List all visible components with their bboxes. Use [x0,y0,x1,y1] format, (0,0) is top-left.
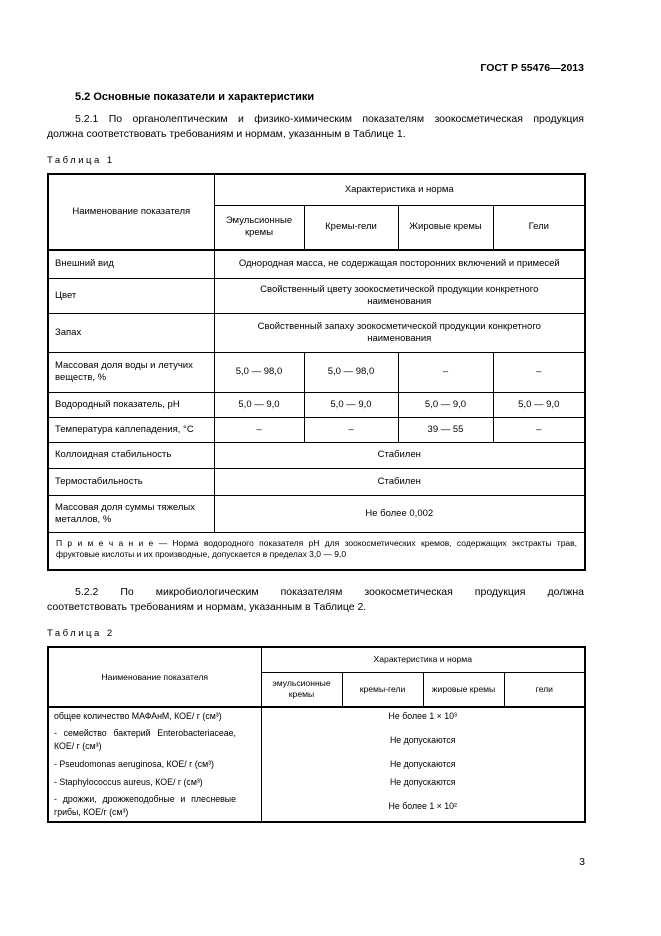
table1-col-header: Жировые кремы [398,205,493,250]
table-row [48,773,585,791]
row-value: Не более 1 × 10³ [261,707,585,725]
row-label-text: - дрожжи, дрожжеподобные и плесневые грибы, КОЕ/г (см³) [54,794,236,817]
row-value: – [493,417,585,442]
row-label-text: общее количество МАФАнМ, КОЕ/ г (см³) [54,711,222,721]
row-value: Не более 1 × 10² [261,791,585,822]
table-row [48,495,585,532]
row-value: Не допускаются [261,755,585,773]
section-heading: 5.2 Основные показатели и характеристики [75,91,315,103]
table1-caption: Таблица 1 [47,155,115,166]
table-note-row [48,532,585,570]
row-value: – [493,352,585,392]
table2-col-header: гели [504,672,585,707]
row-value: 5,0 — 98,0 [304,352,398,392]
row-label [48,755,261,773]
row-value: – [304,417,398,442]
table1-col-header: Гели [493,205,585,250]
paragraph-line: 5.2.1 По органолептическим и физико-химическим показателям зоокосметическая продукция [75,113,584,125]
row-label-text: - Pseudomonas aeruginosa, КОЕ/ г (см³) [54,758,214,769]
row-value: Стабилен [214,468,585,495]
table1-header-name: Наименование показателя [48,174,214,250]
table1-header-group: Характеристика и норма [214,174,585,205]
row-value: 5,0 — 9,0 [214,392,304,417]
table2-caption: Таблица 2 [47,628,115,639]
paragraph-line: соответствовать требованиям и нормам, указанным в Таблице 2. [47,601,367,613]
row-value: 5,0 — 98,0 [214,352,304,392]
row-value: 5,0 — 9,0 [398,392,493,417]
row-label: Цвет [48,278,214,313]
table-row [48,352,585,392]
row-value: 39 — 55 [398,417,493,442]
table-row [48,442,585,468]
row-value: 5,0 — 9,0 [493,392,585,417]
row-value: Стабилен [214,442,585,468]
row-value-text: Свойственный запаху зоокосметической продукции конкретного наименования [257,320,541,344]
doc-code: ГОСТ Р 55476—2013 [480,62,584,74]
table2-header-name: Наименование показателя [48,647,261,707]
row-label [48,791,261,822]
paragraph-line: 5.2.2 По микробиологическим показателям зоокосметическая продукция должна [75,586,584,598]
row-label [48,725,261,755]
table-row [48,417,585,442]
table2-col-header: жировые кремы [423,672,504,707]
row-label: Температура каплепадения, °С [48,417,214,442]
row-label: Запах [48,313,214,352]
row-value: Однородная масса, не содержащая посторонних включений и примесей [214,250,585,278]
row-label [48,707,261,725]
row-label-text: - Staphylococcus aureus, КОЕ/ г (см³) [54,776,203,787]
table-row [48,725,585,755]
table1-col-header: Кремы-гели [304,205,398,250]
table-row [48,250,585,278]
row-label: Термостабильность [48,468,214,495]
table2 [47,646,586,823]
paragraph-line: должна соответствовать требованиям и нормам, указанным в Таблице 1. [47,128,406,140]
row-label: Водородный показатель, рН [48,392,214,417]
table-row [48,755,585,773]
row-label [48,773,261,791]
row-value: Не более 0,002 [214,495,585,532]
table-row [48,392,585,417]
table1-note [48,532,585,570]
table2-col-header: кремы-гели [342,672,423,707]
page-number: 3 [579,856,585,868]
row-label: Внешний вид [48,250,214,278]
table-row [48,791,585,822]
row-value: – [398,352,493,392]
table-row [48,707,585,725]
row-label-text: - семейство бактерий Enterobacteriaceae, КОЕ/ г (см³) [54,728,236,751]
page-content [47,0,584,823]
row-value: Не допускаются [261,725,585,755]
row-value: Не допускаются [261,773,585,791]
row-label: Коллоидная стабильность [48,442,214,468]
table-row [48,278,585,313]
table-row [48,313,585,352]
table1-col-header: Эмульсионные кремы [214,205,304,250]
note-line: П р и м е ч а н и е — Норма водородного показателя рН для зоокосметических кремов, содержащих экстракты трав, [56,537,578,548]
table-row [48,468,585,495]
table2-col-header: эмульсионные кремы [261,672,342,707]
row-value [214,278,585,313]
table1 [47,173,586,571]
paragraph-5-2-2 [47,585,584,615]
row-value: 5,0 — 9,0 [304,392,398,417]
row-label: Массовая доля суммы тяжелых металлов, % [48,495,214,532]
paragraph-5-2-1 [47,112,584,142]
row-label: Массовая доля воды и летучих веществ, % [48,352,214,392]
row-value-text: Свойственный цвету зоокосметической продукции конкретного наименования [260,283,539,307]
note-line: фруктовые кислоты и их производные, допускается в пределах 3,0 — 9,0 [56,548,347,559]
table2-header-group: Характеристика и норма [261,647,585,672]
row-value [214,313,585,352]
row-value: – [214,417,304,442]
